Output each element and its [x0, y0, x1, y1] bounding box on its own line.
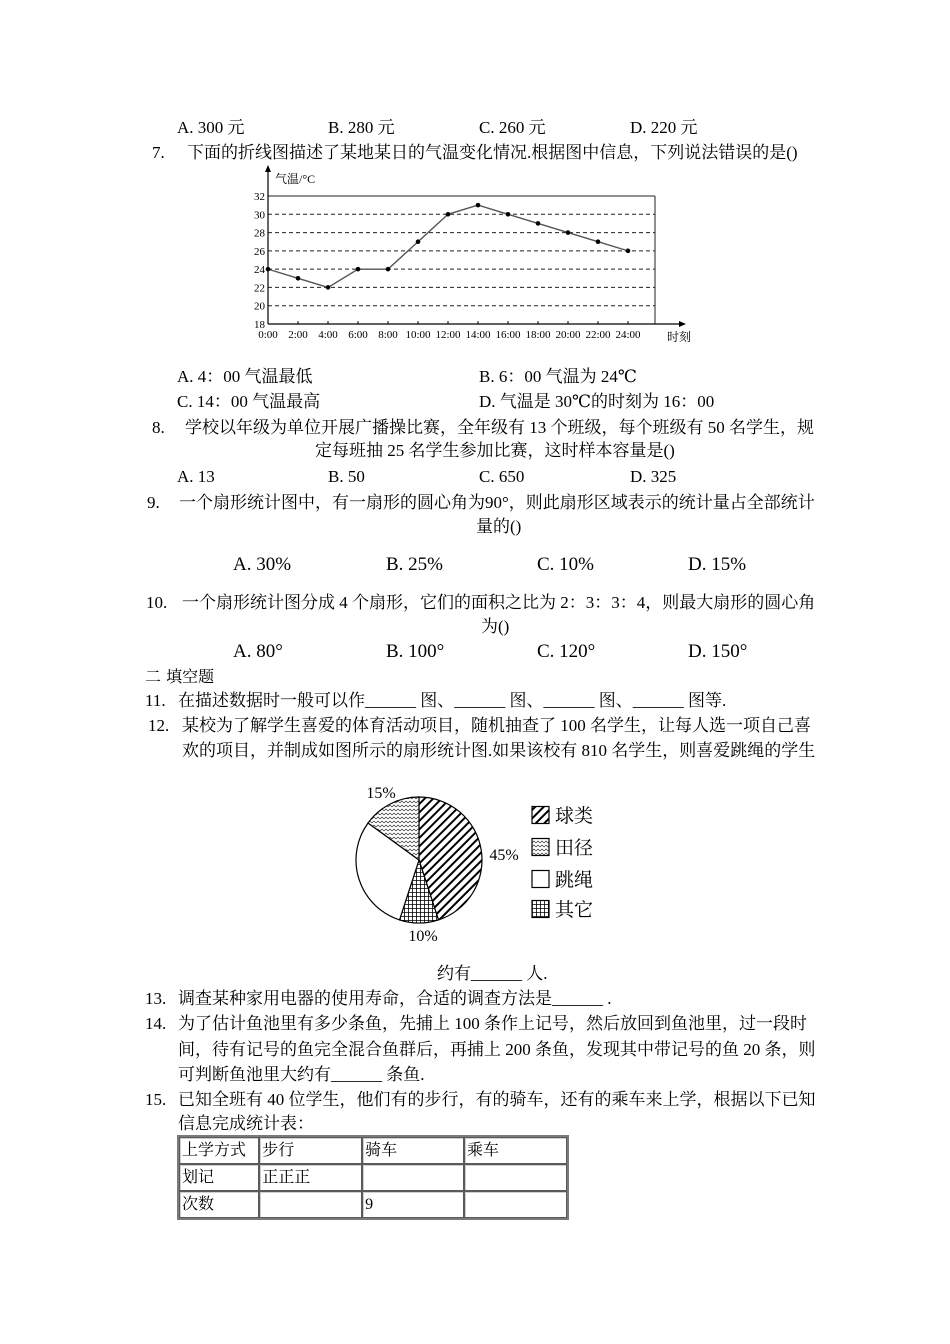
legend-label: 田径 [555, 837, 594, 859]
data-point [356, 267, 361, 272]
table-header-cell: 乘车 [464, 1137, 567, 1164]
q15-stem-line-2: 信息完成统计表： [178, 1114, 314, 1133]
q7-stem: 下面的折线图描述了某地某日的气温变化情况.根据图中信息，下列说法错误的是() [187, 143, 798, 162]
q7-option-d: D. 气温是 30℃的时刻为 16：00 [479, 392, 715, 411]
table-cell: 次数 [179, 1191, 259, 1218]
q10-stem-line-1: 一个扇形统计图分成 4 个扇形，它们的面积之比为 2：3：3：4，则最大扇形的圆心角 [182, 593, 816, 612]
q8-stem-line-1: 学校以年级为单位开展广播操比赛，全年级有 13 个班级，每个班级有 50 名学生，规 [185, 418, 814, 437]
q12-stem-line-2: 欢的项目，并制成如图所示的扇形统计图.如果该校有 810 名学生，则喜爱跳绳的学生 [182, 741, 816, 760]
table-header-cell: 上学方式 [179, 1137, 259, 1164]
x-tick-label: 2:00 [288, 329, 308, 341]
data-point [416, 239, 421, 244]
q12-continuation: 约有______ 人. [437, 964, 548, 983]
x-tick-label: 0:00 [258, 329, 278, 341]
table-row [179, 1191, 567, 1218]
q14-stem-line-1: 为了估计鱼池里有多少条鱼，先捕上 100 条作上记号，然后放回到鱼池里，过一段时 [178, 1014, 807, 1033]
legend-swatch-wave-icon [532, 839, 549, 856]
q15-stem-line-1: 已知全班有 40 位学生，他们有的步行，有的骑车，还有的乘车来上学，根据以下已知 [178, 1090, 816, 1109]
x-tick-label: 4:00 [318, 329, 338, 341]
data-point [326, 285, 331, 290]
q8-option-a: A. 13 [177, 467, 215, 486]
q9-stem-line-1: 一个扇形统计图中，有一扇形的圆心角为90°，则此扇形区域表示的统计量占全部统计 [179, 493, 815, 512]
commute-tally-table [177, 1135, 569, 1220]
y-tick-label: 30 [254, 209, 265, 222]
temperature-line-chart [240, 160, 700, 350]
q6-option-b: B. 280 元 [328, 118, 395, 137]
table-cell [362, 1164, 464, 1191]
q13-stem: 调查某种家用电器的使用寿命，合适的调查方法是______ . [178, 989, 612, 1008]
x-axis-title: 时刻 [667, 330, 692, 344]
q10-option-b: B. 100° [386, 641, 445, 662]
section-title-fill-blank: 二 填空题 [145, 667, 215, 686]
legend-label: 球类 [555, 805, 594, 827]
q6-option-c: C. 260 元 [479, 118, 546, 137]
table-cell [464, 1164, 567, 1191]
table-cell: 正正正 [259, 1164, 362, 1191]
table-header-row [179, 1137, 567, 1164]
q8-option-c: C. 650 [479, 467, 525, 486]
y-tick-label: 24 [254, 264, 265, 277]
x-tick-label: 22:00 [585, 329, 611, 341]
table-cell [464, 1191, 567, 1218]
q10-option-d: D. 150° [688, 641, 748, 662]
table-cell: 划记 [179, 1164, 259, 1191]
y-axis-arrow-icon [265, 165, 271, 172]
data-point [296, 276, 301, 281]
x-tick-label: 8:00 [378, 329, 398, 341]
data-point [566, 230, 571, 235]
data-point [476, 203, 481, 208]
q7-option-a: A. 4：00 气温最低 [177, 367, 313, 386]
pie-slice-label: 15% [366, 785, 396, 802]
x-tick-label: 20:00 [555, 329, 581, 341]
q8-option-b: B. 50 [328, 467, 365, 486]
pie-slice-label: 10% [408, 928, 438, 945]
data-point [596, 239, 601, 244]
x-tick-label: 14:00 [465, 329, 491, 341]
y-tick-label: 18 [254, 319, 265, 331]
y-tick-label: 26 [254, 245, 265, 258]
legend-label: 跳绳 [555, 869, 594, 891]
data-point [266, 267, 271, 272]
y-axis-title: 气温/°C [275, 172, 316, 186]
q14-stem-line-2: 间，待有记号的鱼完全混合鱼群后，再捕上 200 条鱼，发现其中带记号的鱼 20 条，则 [178, 1040, 816, 1059]
y-tick-label: 22 [254, 282, 265, 295]
q8-option-d: D. 325 [630, 467, 677, 486]
q9-number: 9. [147, 493, 160, 512]
table-cell [259, 1191, 362, 1218]
q14-stem-line-3: 可判断鱼池里大约有______ 条鱼. [178, 1065, 425, 1084]
q10-stem-line-2: 为() [481, 617, 510, 636]
q11-number: 11. [145, 691, 166, 710]
q12-number: 12. [148, 716, 170, 735]
q8-number: 8. [152, 418, 165, 437]
x-tick-label: 24:00 [615, 329, 641, 341]
q9-option-d: D. 15% [688, 554, 747, 575]
q6-option-a: A. 300 元 [177, 118, 245, 137]
data-point [386, 267, 391, 272]
q11-stem: 在描述数据时一般可以作______ 图、______ 图、______ 图、______ 图等. [178, 691, 727, 710]
y-tick-label: 32 [254, 191, 265, 203]
data-point [626, 249, 631, 254]
x-axis-arrow-icon [679, 321, 686, 327]
data-point [506, 212, 511, 217]
q6-option-d: D. 220 元 [630, 118, 698, 137]
q9-option-a: A. 30% [233, 554, 292, 575]
q7-option-b: B. 6：00 气温为 24℃ [479, 367, 637, 386]
table-header-cell: 骑车 [362, 1137, 464, 1164]
q7-option-c: C. 14：00 气温最高 [177, 392, 321, 411]
legend-swatch-blank-icon [532, 871, 549, 888]
q8-stem-line-2: 定每班抽 25 名学生参加比赛，这时样本容量是() [315, 441, 675, 460]
q10-number: 10. [146, 593, 168, 612]
q13-number: 13. [145, 989, 167, 1008]
legend-swatch-hatch-icon [532, 807, 549, 824]
q10-option-c: C. 120° [537, 641, 596, 662]
q9-stem-line-2: 量的() [476, 517, 522, 536]
table-cell: 9 [362, 1191, 464, 1218]
x-tick-label: 12:00 [435, 329, 461, 341]
x-tick-label: 6:00 [348, 329, 368, 341]
x-tick-label: 16:00 [495, 329, 521, 341]
sports-pie-chart [340, 775, 610, 950]
temperature-series-line [268, 205, 628, 287]
q14-number: 14. [145, 1014, 167, 1033]
legend-label: 其它 [555, 899, 594, 921]
q15-number: 15. [145, 1090, 167, 1109]
q12-stem-line-1: 某校为了解学生喜爱的体育活动项目，随机抽查了 100 名学生，让每人选一项自己喜 [182, 716, 811, 735]
legend-swatch-grid-icon [532, 901, 549, 918]
pie-slice-label: 45% [489, 847, 519, 864]
data-point [446, 212, 451, 217]
q9-option-b: B. 25% [386, 554, 443, 575]
y-tick-label: 28 [254, 227, 265, 240]
y-tick-label: 20 [254, 300, 265, 313]
x-tick-label: 10:00 [405, 329, 431, 341]
q10-option-a: A. 80° [233, 641, 283, 662]
x-tick-label: 18:00 [525, 329, 551, 341]
data-point [536, 221, 541, 226]
table-header-cell: 步行 [259, 1137, 362, 1164]
table-row [179, 1164, 567, 1191]
q7-number: 7. [152, 143, 165, 162]
q9-option-c: C. 10% [537, 554, 594, 575]
